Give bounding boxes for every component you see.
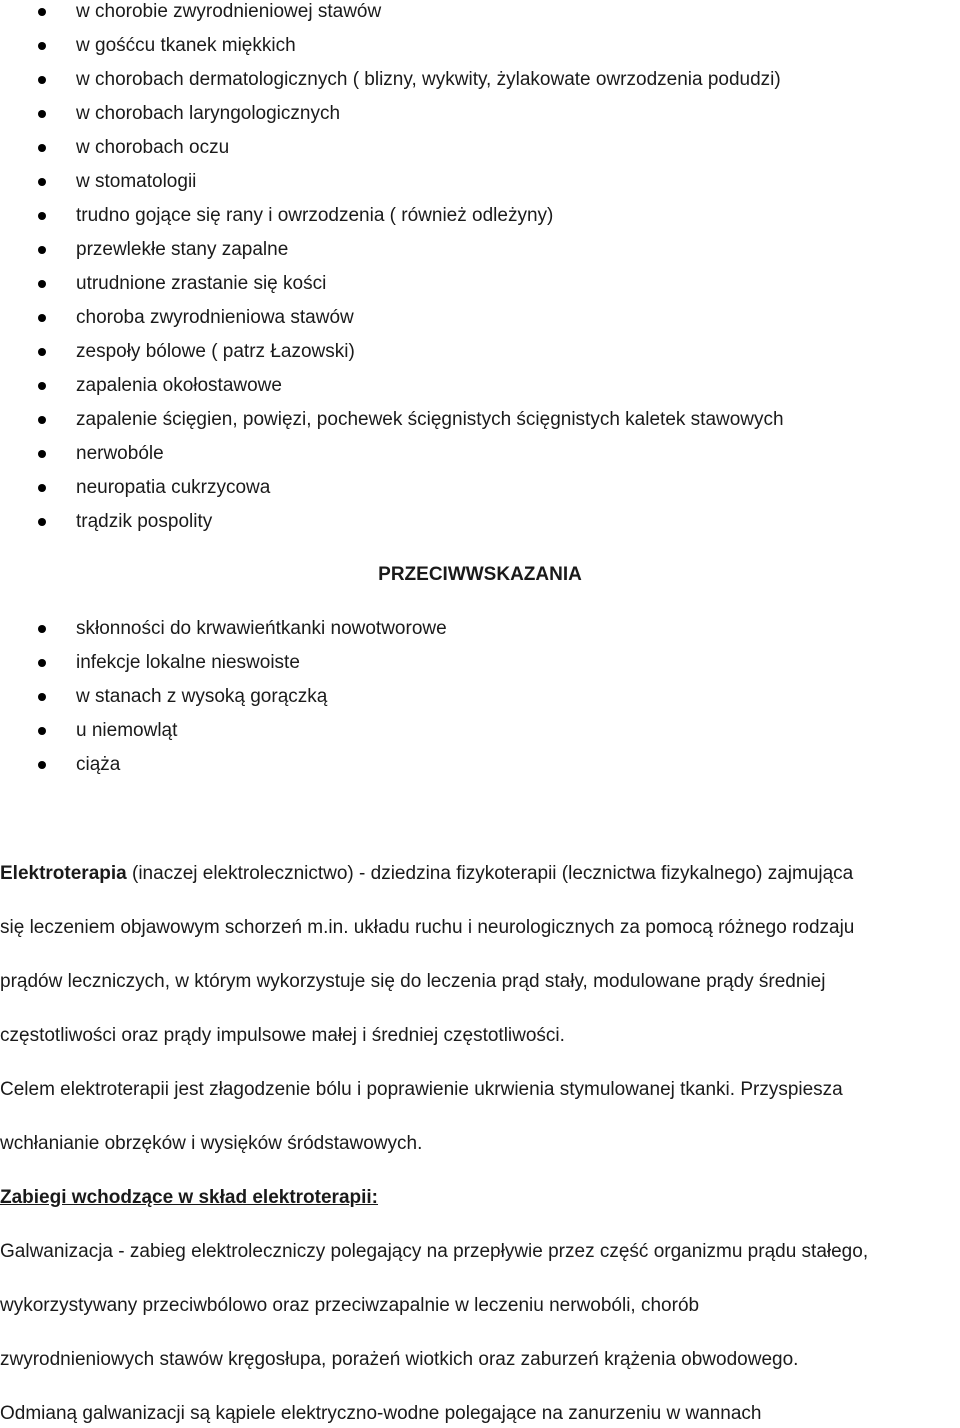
list-item: [0, 651, 447, 685]
list-item-text: w chorobach oczu: [76, 137, 230, 158]
bullet-icon: [38, 382, 46, 390]
list-item-text: neuropatia cukrzycowa: [76, 477, 271, 498]
bullet-icon: [38, 484, 46, 492]
list-item-text: infekcje lokalne nieswoiste: [76, 652, 300, 673]
bullet-icon: [38, 8, 46, 16]
section-heading: Zabiegi wchodzące w skład elektroterapii:: [0, 1187, 379, 1208]
paragraph-line: Celem elektroterapii jest złagodzenie bólu i poprawienie ukrwienia stymulowanej tkanki. Przyspiesza: [0, 1079, 843, 1100]
list-item-text: trudno gojące się rany i owrzodzenia ( również odleżyny): [76, 205, 554, 226]
paragraph-line: Galwanizacja - zabieg elektroleczniczy polegający na przepływie przez część organizmu prądu stałego,: [0, 1241, 869, 1262]
paragraph-line: wchłanianie obrzęków i wysięków śródstawowych.: [0, 1133, 423, 1154]
list-item: [0, 374, 784, 408]
list-item: [0, 408, 784, 442]
list-item: [0, 136, 784, 170]
list-item: [0, 617, 447, 651]
contraindications-heading: [0, 563, 960, 587]
paragraph-line: zwyrodnieniowych stawów kręgosłupa, porażeń wiotkich oraz zaburzeń krążenia obwodowego.: [0, 1349, 799, 1370]
list-item-text: u niemowląt: [76, 720, 178, 741]
contraindications-list: [0, 617, 447, 787]
list-item-text: choroba zwyrodnieniowa stawów: [76, 307, 354, 328]
bullet-icon: [38, 280, 46, 288]
term-elektroterapia: Elektroterapia: [0, 863, 127, 884]
bullet-icon: [38, 727, 46, 735]
list-item-text: w chorobie zwyrodnieniowej stawów: [76, 1, 382, 22]
list-item-text: przewlekłe stany zapalne: [76, 239, 289, 260]
list-item: [0, 753, 447, 787]
bullet-icon: [38, 212, 46, 220]
paragraph-line: prądów leczniczych, w którym wykorzystuje się do leczenia prąd stały, modulowane prądy średniej: [0, 971, 826, 992]
paragraph-line: wykorzystywany przeciwbólowo oraz przeciwzapalnie w leczeniu nerwobóli, chorób: [0, 1295, 700, 1316]
list-item: [0, 170, 784, 204]
list-item-text: nerwobóle: [76, 443, 164, 464]
bullet-icon: [38, 314, 46, 322]
contraindications-heading-text: PRZECIWWSKAZANIA: [378, 564, 582, 585]
list-item: [0, 102, 784, 136]
bullet-icon: [38, 178, 46, 186]
bullet-icon: [38, 76, 46, 84]
bullet-icon: [38, 761, 46, 769]
list-item-text: w gośćcu tkanek miękkich: [76, 35, 296, 56]
list-item: [0, 685, 447, 719]
list-item-text: w stanach z wysoką gorączką: [76, 686, 328, 707]
bullet-icon: [38, 625, 46, 633]
list-item-text: w chorobach dermatologicznych ( blizny, wykwity, żylakowate owrzodzenia podudzi): [76, 69, 781, 90]
bullet-icon: [38, 110, 46, 118]
list-item-text: utrudnione zrastanie się kości: [76, 273, 327, 294]
list-item: [0, 204, 784, 238]
list-item: [0, 34, 784, 68]
bullet-icon: [38, 348, 46, 356]
list-item: [0, 510, 784, 544]
list-item: [0, 306, 784, 340]
bullet-icon: [38, 518, 46, 526]
list-item-text: zespoły bólowe ( patrz Łazowski): [76, 341, 355, 362]
paragraph-line: się leczeniem objawowym schorzeń m.in. układu ruchu i neurologicznych za pomocą różnego rodzaju: [0, 917, 855, 938]
paragraph-line: częstotliwości oraz prądy impulsowe małej i średniej częstotliwości.: [0, 1025, 565, 1046]
list-item: [0, 238, 784, 272]
list-item: [0, 340, 784, 374]
list-item-text: skłonności do krwawieńtkanki nowotworowe: [76, 618, 447, 639]
list-item: [0, 0, 784, 34]
bullet-icon: [38, 246, 46, 254]
list-item-text: w stomatologii: [76, 171, 197, 192]
bullet-icon: [38, 693, 46, 701]
list-item-text: trądzik pospolity: [76, 511, 213, 532]
list-item-text: zapalenie ścięgien, powięzi, pochewek ścięgnistych ścięgnistych kaletek stawowych: [76, 409, 784, 430]
list-item-text: zapalenia okołostawowe: [76, 375, 282, 396]
paragraph-text: (inaczej elektrolecznictwo) - dziedzina fizykoterapii (lecznictwa fizykalnego) zajmująca: [126, 863, 854, 884]
paragraph-line: [0, 862, 958, 886]
bullet-icon: [38, 144, 46, 152]
list-item: [0, 476, 784, 510]
paragraph-line: Odmianą galwanizacji są kąpiele elektryczno-wodne polegające na zanurzeniu w wannach: [0, 1403, 762, 1424]
bullet-icon: [38, 416, 46, 424]
bullet-icon: [38, 659, 46, 667]
indications-list: [0, 0, 784, 544]
list-item: [0, 442, 784, 476]
bullet-icon: [38, 42, 46, 50]
list-item: [0, 68, 784, 102]
bullet-icon: [38, 450, 46, 458]
list-item-text: w chorobach laryngologicznych: [76, 103, 341, 124]
list-item-text: ciąża: [76, 754, 121, 775]
list-item: [0, 272, 784, 306]
list-item: [0, 719, 447, 753]
